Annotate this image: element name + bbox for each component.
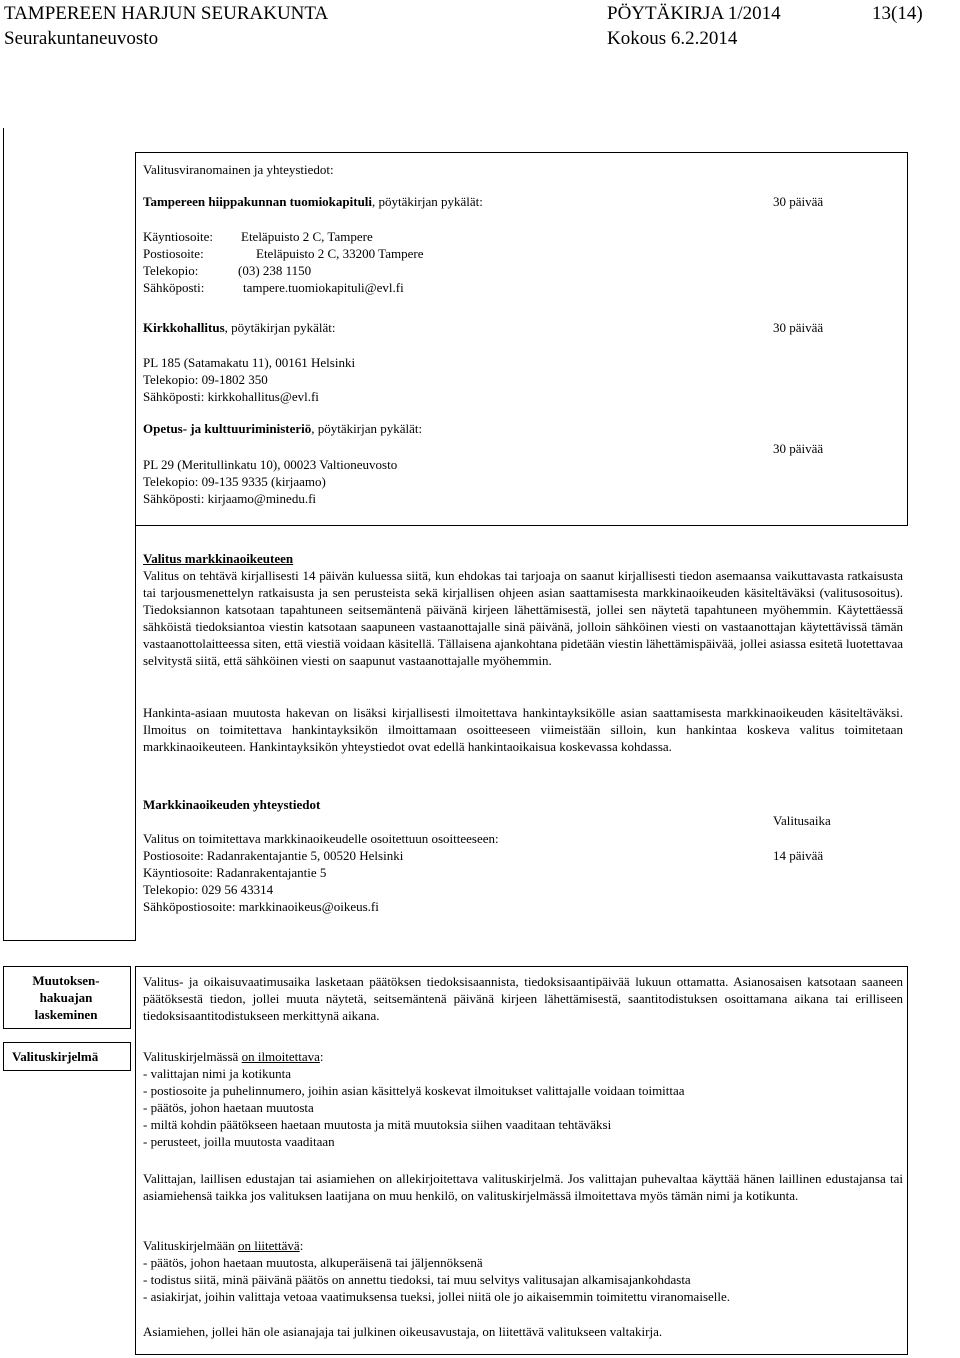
markkinaoikeus-paragraph-1: Valitus on tehtävä kirjallisesti 14 päivän kuluessa siitä, kun ehdokas tai tarjoaja on saanut kirjallisesti tiedon asemaansa vaikuttavasta ratkaisusta tai tarjousmenettelyn ratkaisusta ja sen perusteista sekä kirjallisen ohjeen asian saattamisesta markkinaoikeuden käsiteltäväksi (valitusosoitus). Tiedoksiannon katsotaan tapahtuneen seitsemäntenä päivänä kirjeen lähettämisestä, jollei sen näytetä tapahtuneen myöhemmin. Käytettäessä sähköistä tiedoksiantoa viestin katsotaan saapuneen vastaanottajalle sinä päivänä, jolloin sähköinen viesti on vastaanottajan käytettävissä tämän vastaanottolaitteessa siten, että viestiä voidaan käsitellä. Tällaisena ajankohtana pidetään viestin lähettämispäivää, jollei asiassa esitetä luotettavaa selvitystä siitä, että sähköinen viesti on saapunut vastaanottajalle myöhemmin.	[143, 568, 903, 668]
markkinaoikeus-title: Valitus markkinaoikeuteen	[143, 551, 294, 566]
ministerio-days: 30 päivää	[773, 441, 824, 456]
meeting-date: Kokous 6.2.2014	[607, 28, 738, 49]
list-item: - postiosoite ja puhelinnumero, joihin asian käsittelyä koskevat ilmoitukset valittajalle voidaan toimittaa	[143, 1083, 685, 1098]
contact-line-1: Valitus on toimitettava markkinaoikeudelle osoitettuun osoitteeseen:	[143, 831, 499, 846]
contact-title: Markkinaoikeuden yhteystiedot	[143, 797, 321, 812]
contact-email[interactable]: Sähköpostiosoite: markkinaoikeus@oikeus.fi	[143, 899, 379, 914]
tuomiokapituli-label-3: Telekopio:	[143, 263, 199, 278]
tuomiokapituli-label-4: Sähköposti:	[143, 280, 205, 295]
list-item: - todistus siitä, minä päivänä päätös on annettu tiedoksi, tai muu selvitys valitusajan alkamisajankohdasta	[143, 1272, 691, 1287]
kirkkohallitus-email[interactable]: Sähköposti: kirkkohallitus@evl.fi	[143, 389, 319, 404]
list-item: - päätös, johon haetaan muutosta, alkuperäisenä tai jäljennöksenä	[143, 1255, 483, 1270]
contact-visiting: Käyntiosoite: Radanrakentajantie 5	[143, 865, 327, 880]
list-item: - asiakirjat, joihin valittaja vetoaa vaatimuksensa tueksi, jollei niitä ole jo aikaisemmin toimitettu viranomaiselle.	[143, 1289, 731, 1304]
tuomiokapituli-value-2: Eteläpuisto 2 C, 33200 Tampere	[256, 246, 424, 261]
markkinaoikeus-paragraph-2: Hankinta-asiaan muutosta hakevan on lisäksi kirjallisesti ilmoitettava hankintayksikölle asian saattamisesta markkinaoikeuden käsiteltäväksi. Ilmoitus on toimitettava hankintayksikön ilmoittamaan osoitteeseen viimeistään silloin, kun hankintaa koskeva valitus toimitetaan markkinaoikeuteen. Hankintayksikön yhteystiedot ovat edellä hankintaoikaisua koskevassa kohdassa.	[143, 705, 903, 754]
deadline-value: 14 päivää	[773, 848, 824, 863]
contact-fax: Telekopio: 029 56 43314	[143, 882, 274, 897]
left-margin-line	[3, 128, 4, 941]
laskeminen-text: Valitus- ja oikaisuvaatimusaika lasketaan päätöksen tiedoksisaannista, tiedoksisaantipäivää lukuun ottamatta. Asianosaisen katsotaan saaneen päätöksestä tiedon, jollei muuta näytetä, seitsemäntenä päivänä kirjeen lähettämisestä, saantitodistuksen osoittamana aikana tai erilliseen tiedoksisaantitodistukseen merkittynä aikana.	[143, 974, 903, 1023]
tuomiokapituli-name: Tampereen hiippakunnan tuomiokapituli	[143, 194, 373, 209]
kirkkohallitus-heading	[143, 319, 335, 336]
page-number: 13(14)	[872, 3, 923, 24]
intro-prefix: Valituskirjelmässä	[143, 1049, 242, 1064]
kirkkohallitus-days: 30 päivää	[773, 320, 824, 335]
contact-postal: Postiosoite: Radanrakentajantie 5, 00520 Helsinki	[143, 848, 404, 863]
valituskirjelma-items	[143, 1065, 685, 1150]
section-left-line	[135, 526, 136, 941]
last-paragraph: Asiamiehen, jollei hän ole asianajaja tai julkinen oikeusavustaja, on liitettävä valitukseen valtakirja.	[143, 1324, 663, 1339]
tuomiokapituli-value-1: Eteläpuisto 2 C, Tampere	[241, 229, 373, 244]
tuomiokapituli-label-2: Postiosoite:	[143, 246, 204, 261]
document-title: PÖYTÄKIRJA 1/2014	[607, 3, 781, 24]
tuomiokapituli-heading	[143, 193, 483, 210]
ministerio-fax: Telekopio: 09-135 9335 (kirjaamo)	[143, 474, 326, 489]
ministerio-address: PL 29 (Meritullinkatu 10), 00023 Valtioneuvosto	[143, 457, 398, 472]
list-item: - miltä kohdin päätökseen haetaan muutosta ja mitä muutoksia siihen vaaditaan tehtäväksi	[143, 1117, 612, 1132]
tuomiokapituli-suffix: , pöytäkirjan pykälät:	[372, 194, 483, 209]
authorities-heading: Valitusviranomainen ja yhteystiedot:	[143, 162, 334, 177]
laskeminen-label: Muutoksen-hakuajan laskeminen	[32, 973, 100, 1022]
attachment-items	[143, 1254, 730, 1305]
attach-prefix: Valituskirjelmään	[143, 1238, 238, 1253]
valituskirjelma-intro	[143, 1048, 324, 1065]
attach-suffix: :	[299, 1238, 304, 1253]
section-bottom-line	[3, 940, 136, 941]
signature-paragraph: Valittajan, laillisen edustajan tai asiamiehen on allekirjoitettava valituskirjelmä. Jos valittajan puhevaltaa käyttää hänen laillinen edustajansa tai asiamiehensä taikka jos valituksen laatijana on muu henkilö, on valituskirjelmässä ilmoitettava myös tämän nimi ja kotikunta.	[143, 1171, 903, 1203]
list-item: - valittajan nimi ja kotikunta	[143, 1066, 292, 1081]
ministerio-email[interactable]: Sähköposti: kirjaamo@minedu.fi	[143, 491, 317, 506]
deadline-label: Valitusaika	[773, 813, 831, 828]
ministerio-name: Opetus- ja kulttuuriministeriö	[143, 421, 312, 436]
tuomiokapituli-email[interactable]: tampere.tuomiokapituli@evl.fi	[243, 280, 404, 295]
valituskirjelma-label: Valituskirjelmä	[12, 1049, 99, 1064]
tuomiokapituli-label-1: Käyntiosoite:	[143, 229, 214, 244]
attach-underlined: on liitettävä	[237, 1238, 300, 1253]
kirkkohallitus-address: PL 185 (Satamakatu 11), 00161 Helsinki	[143, 355, 356, 370]
intro-suffix: :	[319, 1049, 324, 1064]
attachments-intro	[143, 1237, 303, 1254]
ministerio-heading	[143, 420, 422, 437]
kirkkohallitus-suffix: , pöytäkirjan pykälät:	[224, 320, 336, 335]
list-item: - perusteet, joilla muutosta vaaditaan	[143, 1134, 335, 1149]
kirkkohallitus-name: Kirkkohallitus	[143, 320, 225, 335]
ministerio-suffix: , pöytäkirjan pykälät:	[311, 421, 423, 436]
kirkkohallitus-fax: Telekopio: 09-1802 350	[143, 372, 268, 387]
tuomiokapituli-value-3: (03) 238 1150	[238, 263, 312, 278]
intro-underlined: on ilmoitettava	[241, 1049, 320, 1064]
governing-body: Seurakuntaneuvosto	[4, 28, 159, 49]
tuomiokapituli-days: 30 päivää	[773, 194, 824, 209]
list-item: - päätös, johon haetaan muutosta	[143, 1100, 314, 1115]
org-name: TAMPEREEN HARJUN SEURAKUNTA	[4, 3, 329, 24]
